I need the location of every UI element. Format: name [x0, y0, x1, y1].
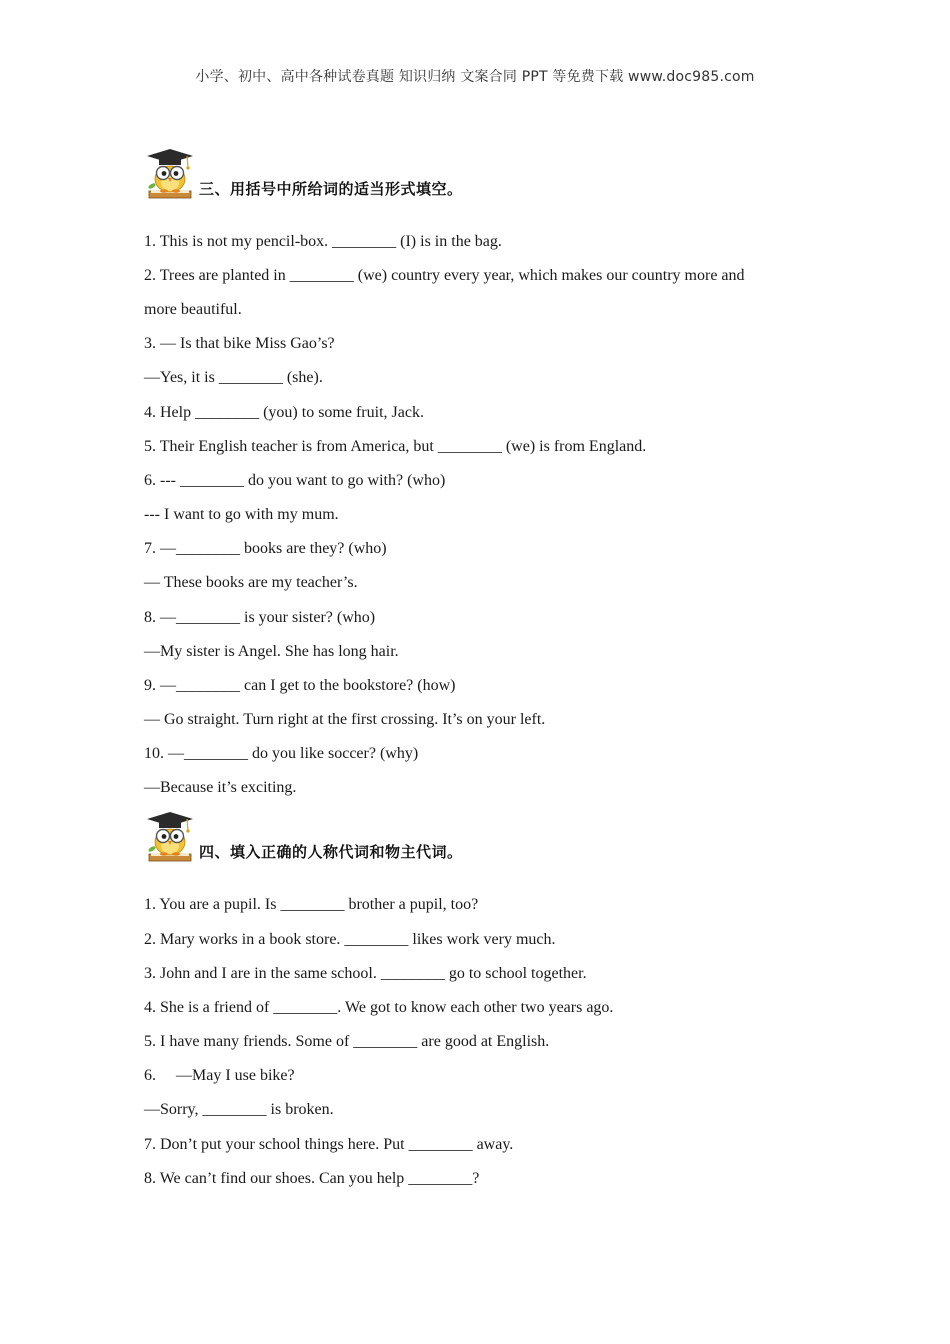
- section-3-line: more beautiful.: [144, 301, 242, 318]
- scholar-owl-icon: [143, 145, 197, 201]
- section-3-line: 6. --- ________ do you want to go with? (who): [144, 472, 446, 489]
- section-3-heading: [143, 145, 463, 201]
- section-3-line: 2. Trees are planted in ________ (we) country every year, which makes our country more and: [144, 267, 745, 284]
- scholar-owl-icon: [143, 808, 197, 864]
- section-3-line: 7. —________ books are they? (who): [144, 540, 387, 557]
- page-header: 小学、初中、高中各种试卷真题 知识归纳 文案合同 PPT 等免费下载 www.doc985.com: [195, 69, 755, 85]
- section-4-line: 8. We can’t find our shoes. Can you help ________?: [144, 1170, 480, 1187]
- section-3-line: —Yes, it is ________ (she).: [144, 369, 323, 386]
- section-3-line: --- I want to go with my mum.: [144, 506, 339, 523]
- section-3-line: 1. This is not my pencil-box. ________ (I) is in the bag.: [144, 233, 502, 250]
- section-4-line: —Sorry, ________ is broken.: [144, 1101, 334, 1118]
- section-3-line: — These books are my teacher’s.: [144, 574, 358, 591]
- section-3-title: 三、用括号中所给词的适当形式填空。: [199, 180, 463, 198]
- section-3-line: 8. —________ is your sister? (who): [144, 609, 376, 626]
- section-3-line: —Because it’s exciting.: [144, 779, 297, 796]
- section-3-line: 3. — Is that bike Miss Gao’s?: [144, 335, 335, 352]
- section-3-line: 5. Their English teacher is from America, but ________ (we) is from England.: [144, 438, 647, 455]
- section-3-line: 10. —________ do you like soccer? (why): [144, 745, 419, 762]
- section-4-line: 7. Don’t put your school things here. Put ________ away.: [144, 1136, 514, 1153]
- section-4-line: 1. You are a pupil. Is ________ brother a pupil, too?: [144, 896, 479, 913]
- section-4-line: 4. She is a friend of ________. We got to know each other two years ago.: [144, 999, 614, 1016]
- section-4-title: 四、填入正确的人称代词和物主代词。: [199, 843, 463, 861]
- section-3-line: — Go straight. Turn right at the first crossing. It’s on your left.: [144, 711, 546, 728]
- section-4-line: 2. Mary works in a book store. ________ likes work very much.: [144, 931, 556, 948]
- section-4-heading: [143, 808, 463, 864]
- section-4-line: 5. I have many friends. Some of ________ are good at English.: [144, 1033, 550, 1050]
- section-3-line: 4. Help ________ (you) to some fruit, Jack.: [144, 404, 424, 421]
- section-4-line: 3. John and I are in the same school. ________ go to school together.: [144, 965, 587, 982]
- section-3-line: 9. —________ can I get to the bookstore? (how): [144, 677, 456, 694]
- section-4-line: 6. —May I use bike?: [144, 1067, 295, 1084]
- section-3-line: —My sister is Angel. She has long hair.: [144, 643, 399, 660]
